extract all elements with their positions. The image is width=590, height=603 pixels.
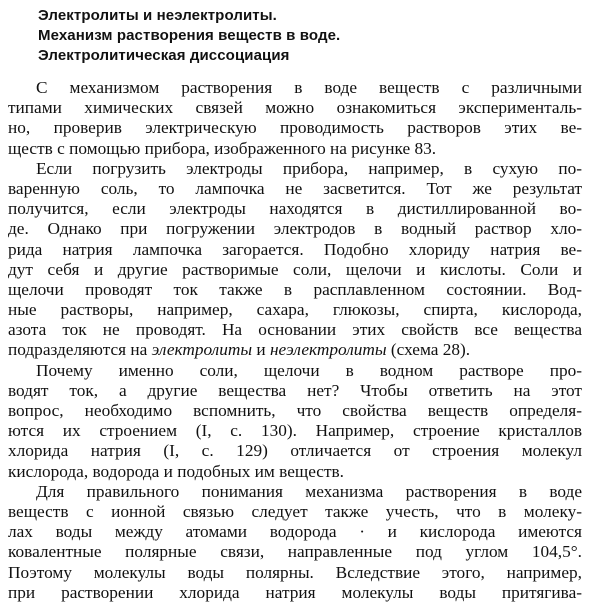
text-line: водят ток, а другие вещества нет? Чтобы ответить на этот: [8, 380, 582, 400]
text-line: дут себя и другие растворимые соли, щелочи и кислоты. Соли и: [8, 259, 582, 279]
text-fragment: подразделяются на: [8, 340, 152, 360]
section-heading: [38, 6, 582, 66]
text-line: Поэтому молекулы воды полярны. Вследствие этого, например,: [8, 562, 582, 582]
text-line: [8, 340, 582, 360]
paragraph: [8, 361, 582, 482]
text-line: азота ток не проводят. На основании этих свойств все вещества: [8, 320, 582, 340]
text-line: типами химических связей можно ознакомиться эксперименталь-: [8, 98, 582, 118]
text-line: вопрос, необходимо вспомнить, что свойства веществ определя-: [8, 401, 582, 420]
text-line: ются их строением (I, с. 130). Например, строение кристаллов: [8, 421, 582, 441]
term-nonelectrolytes: неэлектролиты: [269, 340, 387, 360]
body-text: [8, 78, 582, 603]
text-line: варенную соль, то лампочка не засветится. Тот же результат: [8, 178, 582, 198]
text-line: ществ с помощью прибора, изображенного на рисунке 83.: [8, 138, 437, 158]
text-line: Почему именно соли, щелочи в водном растворе про-: [36, 360, 582, 380]
paragraph: [8, 159, 582, 361]
text-line: лах воды между атомами водорода · и кислорода имеются: [8, 522, 582, 542]
text-line: кислорода, водорода и подобных им веществ.: [8, 461, 344, 481]
text-line: С механизмом растворения в воде веществ с различными: [36, 78, 582, 97]
text-line: хлорида натрия (I, с. 129) отличается от строения молекул: [8, 441, 582, 461]
paragraph: [8, 482, 582, 603]
text-line: де. Однако при погружении электродов в водный раствор хло-: [8, 219, 582, 239]
text-line: получится, если электроды находятся в дистиллированной во-: [8, 199, 582, 219]
heading-line: Электролитическая диссоциация: [38, 47, 290, 64]
text-line: Для правильного понимания механизма растворения в воде: [36, 481, 582, 501]
text-line: рида натрия лампочка загорается. Подобно хлориду натрия ве-: [8, 239, 582, 259]
heading-line: Механизм растворения веществ в воде.: [38, 27, 341, 44]
text-line: ные растворы, например, сахара, глюкозы, спирта, кислорода,: [8, 300, 582, 320]
text-line: Если погрузить электроды прибора, например, в сухую по-: [36, 158, 582, 178]
text-line: при растворении хлорида натрия молекулы воды притягива-: [8, 582, 582, 602]
text-line: веществ с ионной связью следует также учесть, что в молеку-: [8, 501, 582, 521]
heading-line: Электролиты и неэлектролиты.: [38, 7, 277, 24]
text-line: ковалентные полярные связи, направленные под углом 104,5°.: [8, 542, 582, 562]
text-line: щелочи проводят ток также в расплавленном состоянии. Вод-: [8, 279, 582, 299]
text-fragment: (схема 28).: [386, 340, 471, 360]
text-line: но, проверив электрическую проводимость растворов этих ве-: [8, 118, 582, 138]
paragraph: [8, 78, 582, 159]
text-fragment: и: [252, 340, 270, 360]
term-electrolytes: электролиты: [151, 340, 253, 360]
